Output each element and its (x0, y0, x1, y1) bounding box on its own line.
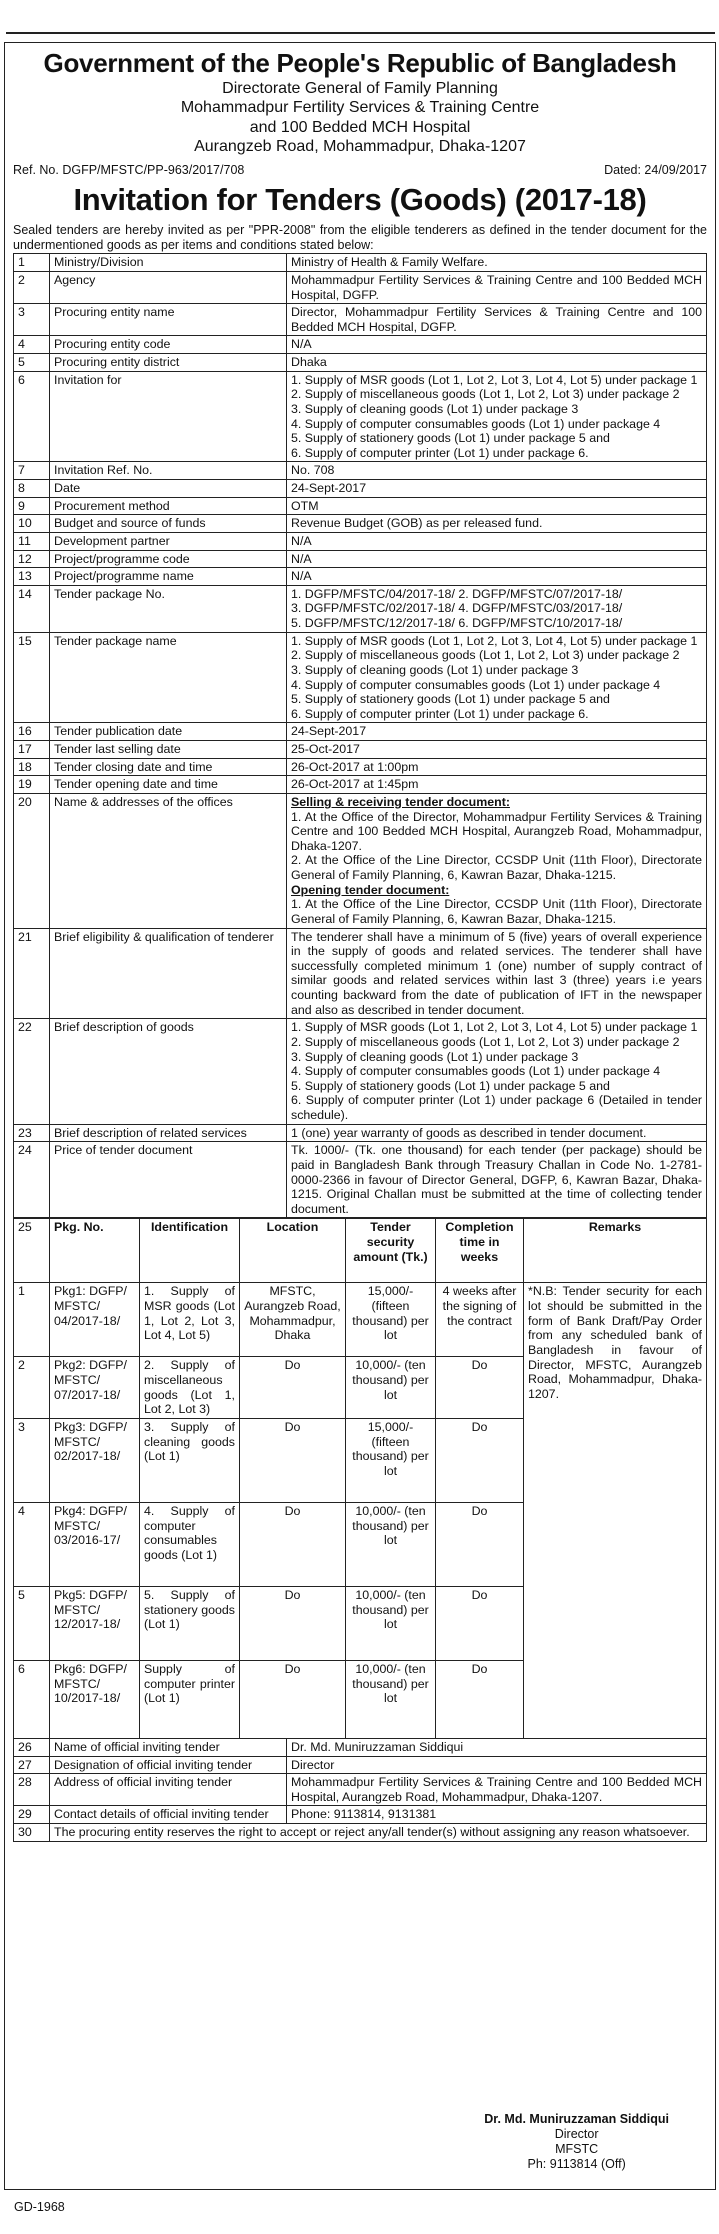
value-line: 2. Supply of miscellaneous goods (Lot 1, Lot 2, Lot 3) under package 2 (291, 387, 680, 402)
value-line: 26-Oct-2017 at 1:00pm (291, 759, 419, 774)
value-line: N/A (291, 551, 312, 566)
value-line: N/A (291, 337, 312, 352)
value-line: 1. Supply of MSR goods (Lot 1, Lot 2, Lot 3, Lot 4, Lot 5) under package 1 (291, 372, 698, 387)
row-number: 15 (14, 632, 50, 723)
remarks-note: *N.B: Tender security for each lot should be submitted in the form of Bank Draft/Pay Order from any scheduled bank of Bangladesh in favour of Director, MFSTC, Aurangzeb Road, Mohammadpur, Dhaka-1207. (524, 1283, 707, 1739)
row-number: 30 (14, 1824, 50, 1842)
row-value (287, 1738, 707, 1756)
package-security-amount: 10,000/- (ten thousand) per lot (346, 1357, 436, 1419)
table-row (14, 462, 707, 480)
package-row-number: 1 (14, 1283, 50, 1357)
package-identification: Supply of computer printer (Lot 1) (140, 1660, 240, 1738)
row-label: Ministry/Division (50, 254, 287, 272)
value-line: 6. Supply of computer printer (Lot 1) under package 6 (Detailed in tender schedule). (291, 1093, 702, 1123)
value-line: Ministry of Health & Family Welfare. (291, 255, 488, 270)
package-number: Pkg1: DGFP/ MFSTC/ 04/2017-18/ (50, 1283, 140, 1357)
package-row-number: 2 (14, 1357, 50, 1419)
value-line: 26-Oct-2017 at 1:45pm (291, 777, 419, 792)
row-label: Brief description of related services (50, 1124, 287, 1142)
table-row (14, 354, 707, 372)
package-location: Do (240, 1660, 346, 1738)
value-line: 5. DGFP/MFSTC/12/2017-18/ 6. DGFP/MFSTC/10/2017-18/ (291, 616, 623, 631)
value-line: Revenue Budget (GOB) as per released fund. (291, 516, 543, 531)
row-value (287, 515, 707, 533)
value-line: 1 (one) year warranty of goods as described in tender document. (291, 1125, 647, 1140)
value-line: 3. Supply of cleaning goods (Lot 1) under package 3 (291, 662, 579, 677)
row-value (287, 585, 707, 632)
header-completion-time: Completion time in weeks (436, 1219, 524, 1283)
value-line: Mohammadpur Fertility Services & Training Centre and 100 Bedded MCH Hospital, Aurangzeb Road, Mohammadpur, Dhaka-1207. (291, 1775, 702, 1804)
table-row (14, 1774, 707, 1806)
row-number: 28 (14, 1774, 50, 1806)
row-number: 16 (14, 723, 50, 741)
table-row (14, 371, 707, 462)
value-line: Director (291, 1757, 335, 1772)
row-number: 1 (14, 254, 50, 272)
package-number: Pkg5: DGFP/ MFSTC/ 12/2017-18/ (50, 1586, 140, 1660)
value-line: 5. Supply of stationery goods (Lot 1) under package 5 and (291, 692, 610, 707)
hospital-line: and 100 Bedded MCH Hospital (249, 118, 471, 136)
package-table-header (14, 1219, 707, 1283)
package-row-number: 6 (14, 1660, 50, 1738)
row-label: Date (50, 480, 287, 498)
value-line: 24-Sept-2017 (291, 724, 367, 739)
top-divider (6, 32, 715, 34)
signature-block (484, 2112, 669, 2172)
package-security-amount: 15,000/- (fifteen thousand) per lot (346, 1418, 436, 1502)
package-number: Pkg4: DGFP/ MFSTC/ 03/2016-17/ (50, 1502, 140, 1586)
value-line: Dhaka (291, 355, 327, 370)
table-row (14, 1019, 707, 1124)
reference-line (13, 163, 707, 178)
package-location: Do (240, 1586, 346, 1660)
value-line: 25-Oct-2017 (291, 742, 360, 757)
package-identification: 4. Supply of computer consumables goods (Lot 1) (140, 1502, 240, 1586)
value-line: 3. DGFP/MFSTC/02/2017-18/ 4. DGFP/MFSTC/03/2017-18/ (291, 601, 623, 616)
signatory-title: Director (554, 2127, 599, 2141)
row-value (287, 371, 707, 462)
row-value (287, 1142, 707, 1218)
row-value (287, 550, 707, 568)
package-completion-time: Do (436, 1418, 524, 1502)
value-line: 5. Supply of stationery goods (Lot 1) under package 5 and (291, 1078, 610, 1093)
row-number: 22 (14, 1019, 50, 1124)
row-number: 29 (14, 1806, 50, 1824)
value-line: 3. Supply of cleaning goods (Lot 1) under package 3 (291, 1049, 579, 1064)
row-value (287, 1756, 707, 1774)
intro-paragraph: Sealed tenders are hereby invited as per "PPR-2008" from the eligible tenderers as defined in the tender document for the undermentioned goods as per items and conditions stated below: (13, 223, 707, 252)
table-row (14, 793, 707, 928)
row-label: Price of tender document (50, 1142, 287, 1218)
tender-notice-frame (4, 42, 716, 2190)
row-number: 24 (14, 1142, 50, 1218)
package-number: Pkg6: DGFP/ MFSTC/ 10/2017-18/ (50, 1660, 140, 1738)
value-line: Dr. Md. Muniruzzaman Siddiqui (291, 1739, 464, 1754)
row-value (287, 793, 707, 928)
row-label: Designation of official inviting tender (50, 1756, 287, 1774)
row-label: Project/programme code (50, 550, 287, 568)
package-security-amount: 15,000/- (fifteen thousand) per lot (346, 1283, 436, 1357)
package-completion-time: 4 weeks after the signing of the contract (436, 1283, 524, 1357)
row-value (287, 758, 707, 776)
value-line: 1. Supply of MSR goods (Lot 1, Lot 2, Lot 3, Lot 4, Lot 5) under package 1 (291, 1020, 698, 1035)
row-number: 11 (14, 532, 50, 550)
signatory-name: Dr. Md. Muniruzzaman Siddiqui (484, 2112, 669, 2126)
row-number: 5 (14, 354, 50, 372)
row-label: Name & addresses of the offices (50, 793, 287, 928)
official-details-table (13, 1738, 707, 1842)
row-label: Brief eligibility & qualification of tenderer (50, 928, 287, 1019)
address-line: Aurangzeb Road, Mohammadpur, Dhaka-1207 (194, 138, 526, 156)
table-row (14, 741, 707, 759)
row-label: Tender publication date (50, 723, 287, 741)
selling-office-2: 2. At the Office of the Line Director, CCSDP Unit (11th Floor), Directorate General of Family Planning, 6, Kawran Bazar, Dhaka-1215. (291, 853, 702, 883)
table-row (14, 1756, 707, 1774)
row-value (287, 304, 707, 336)
row-label: Invitation Ref. No. (50, 462, 287, 480)
row-number: 17 (14, 741, 50, 759)
table-row (14, 497, 707, 515)
row-number: 8 (14, 480, 50, 498)
row-number: 10 (14, 515, 50, 533)
value-line: No. 708 (291, 463, 335, 478)
table-row (14, 928, 707, 1019)
row-label: Procurement method (50, 497, 287, 515)
header-identification: Identification (140, 1219, 240, 1283)
row-number: 12 (14, 550, 50, 568)
row-number: 27 (14, 1756, 50, 1774)
dated: Dated: 24/09/2017 (604, 162, 707, 177)
row-number: 21 (14, 928, 50, 1019)
row-number: 9 (14, 497, 50, 515)
package-identification: 2. Supply of miscellaneous goods (Lot 1, Lot 2, Lot 3) (140, 1357, 240, 1419)
table-row (14, 568, 707, 586)
table-row (14, 550, 707, 568)
value-line: 3. Supply of cleaning goods (Lot 1) under package 3 (291, 401, 579, 416)
table-row (14, 758, 707, 776)
value-line: N/A (291, 533, 312, 548)
package-row-number: 5 (14, 1586, 50, 1660)
row-value (287, 723, 707, 741)
row-label: Tender last selling date (50, 741, 287, 759)
value-line: 2. Supply of miscellaneous goods (Lot 1, Lot 2, Lot 3) under package 2 (291, 1034, 680, 1049)
row-value (287, 254, 707, 272)
tender-details-table (13, 253, 707, 1218)
row-value: The procuring entity reserves the right to accept or reject any/all tender(s) without assigning any reason whatsoever. (50, 1824, 707, 1842)
package-location: Do (240, 1502, 346, 1586)
table-row (14, 723, 707, 741)
row-value (287, 1774, 707, 1806)
row-value (287, 928, 707, 1019)
table-row (14, 480, 707, 498)
value-line: 24-Sept-2017 (291, 481, 367, 496)
centre-line: Mohammadpur Fertility Services & Training Centre (180, 99, 540, 117)
row-value (287, 354, 707, 372)
row-label: Procuring entity code (50, 336, 287, 354)
header-location: Location (240, 1219, 346, 1283)
value-line: N/A (291, 569, 312, 584)
row-number: 18 (14, 758, 50, 776)
package-security-amount: 10,000/- (ten thousand) per lot (346, 1586, 436, 1660)
row-value (287, 568, 707, 586)
row-label: Tender closing date and time (50, 758, 287, 776)
row-value (287, 632, 707, 723)
table-row (14, 532, 707, 550)
row-number: 13 (14, 568, 50, 586)
selling-heading: Selling & receiving tender document: (291, 794, 510, 809)
value-line: Phone: 9113814, 9131381 (291, 1807, 437, 1822)
row-number: 23 (14, 1124, 50, 1142)
header-remarks: Remarks (524, 1219, 707, 1283)
value-line: The tenderer shall have a minimum of 5 (five) years of overall experience in the supply of goods and related services. The tenderer shall have successfully completed minimum 1 (one) number of supply contract of similar goods and related services within last 3 (three) years i.e years counting backward from the date of publication of IFT in the newspaper and also as described in tender document. (291, 929, 702, 1017)
value-line: 4. Supply of computer consumables goods (Lot 1) under package 4 (291, 677, 661, 692)
row-value (287, 741, 707, 759)
row-label: Project/programme name (50, 568, 287, 586)
header-tender-security: Tender security amount (Tk.) (346, 1219, 436, 1283)
package-completion-time: Do (436, 1586, 524, 1660)
row-number: 14 (14, 585, 50, 632)
package-security-amount: 10,000/- (ten thousand) per lot (346, 1502, 436, 1586)
table-row (14, 1124, 707, 1142)
row-number: 20 (14, 793, 50, 928)
table-row (14, 585, 707, 632)
value-line: 2. Supply of miscellaneous goods (Lot 1, Lot 2, Lot 3) under package 2 (291, 648, 680, 663)
row-label: Tender opening date and time (50, 776, 287, 794)
package-row (14, 1283, 707, 1357)
signatory-org: MFSTC (555, 2142, 599, 2156)
value-line: 6. Supply of computer printer (Lot 1) under package 6. (291, 706, 589, 721)
table-row (14, 515, 707, 533)
package-identification: 1. Supply of MSR goods (Lot 1, Lot 2, Lot 3, Lot 4, Lot 5) (140, 1283, 240, 1357)
selling-office-1: 1. At the Office of the Director, Mohammadpur Fertility Services & Training Centre and 100 Bedded MCH Hospital, Aurangzeb Road, Mohammadpur, Dhaka-1207. (291, 809, 702, 853)
value-line: 6. Supply of computer printer (Lot 1) under package 6. (291, 445, 589, 460)
table-row (14, 304, 707, 336)
row-value (287, 1124, 707, 1142)
value-line: OTM (291, 498, 319, 513)
tender-title: Invitation for Tenders (Goods) (2017-18) (73, 181, 647, 217)
package-location: Do (240, 1418, 346, 1502)
package-table (13, 1218, 707, 1739)
row-number: 19 (14, 776, 50, 794)
row-label: Development partner (50, 532, 287, 550)
package-identification: 3. Supply of cleaning goods (Lot 1) (140, 1418, 240, 1502)
table-row (14, 271, 707, 303)
row-value (287, 497, 707, 515)
package-security-amount: 10,000/- (ten thousand) per lot (346, 1660, 436, 1738)
value-line: 4. Supply of computer consumables goods (Lot 1) under package 4 (291, 1064, 661, 1079)
table-row (14, 1806, 707, 1824)
table-row (14, 1738, 707, 1756)
row-number: 26 (14, 1738, 50, 1756)
row-value (287, 462, 707, 480)
package-row-number: 4 (14, 1502, 50, 1586)
row-label: Budget and source of funds (50, 515, 287, 533)
package-completion-time: Do (436, 1502, 524, 1586)
row-number: 25 (14, 1219, 50, 1283)
table-row (14, 1824, 707, 1842)
row-label: Brief description of goods (50, 1019, 287, 1124)
header-pkg-no: Pkg. No. (50, 1219, 140, 1283)
package-completion-time: Do (436, 1660, 524, 1738)
row-label: Address of official inviting tender (50, 1774, 287, 1806)
row-value (287, 532, 707, 550)
row-label: Name of official inviting tender (50, 1738, 287, 1756)
table-row (14, 632, 707, 723)
row-value (287, 480, 707, 498)
row-label: Invitation for (50, 371, 287, 462)
row-value (287, 776, 707, 794)
row-label: Procuring entity name (50, 304, 287, 336)
value-line: Mohammadpur Fertility Services & Training Centre and 100 Bedded MCH Hospital, DGFP. (291, 272, 702, 302)
row-label: Contact details of official inviting tender (50, 1806, 287, 1824)
government-title: Government of the People's Republic of Bangladesh (43, 48, 677, 78)
table-row (14, 336, 707, 354)
package-location: MFSTC, Aurangzeb Road, Mohammadpur, Dhaka (240, 1283, 346, 1357)
directorate-line: Directorate General of Family Planning (222, 79, 498, 97)
value-line: 4. Supply of computer consumables goods (Lot 1) under package 4 (291, 416, 661, 431)
row-number: 6 (14, 371, 50, 462)
row-value (287, 1019, 707, 1124)
opening-office-1: 1. At the Office of the Line Director, CCSDP Unit (11th Floor), Directorate General of Family Planning, 6, Kawran Bazar, Dhaka-1215. (291, 897, 702, 926)
row-number: 3 (14, 304, 50, 336)
value-line: Director, Mohammadpur Fertility Services & Training Centre and 100 Bedded MCH Hospital, DGFP. (291, 305, 702, 334)
value-line: 1. Supply of MSR goods (Lot 1, Lot 2, Lot 3, Lot 4, Lot 5) under package 1 (291, 633, 698, 648)
table-row (14, 1142, 707, 1218)
opening-heading: Opening tender document: (291, 882, 450, 897)
table-row (14, 776, 707, 794)
package-identification: 5. Supply of stationery goods (Lot 1) (140, 1586, 240, 1660)
row-number: 7 (14, 462, 50, 480)
row-label: Tender package No. (50, 585, 287, 632)
table-row (14, 254, 707, 272)
package-completion-time: Do (436, 1357, 524, 1419)
package-location: Do (240, 1357, 346, 1419)
package-number: Pkg2: DGFP/ MFSTC/ 07/2017-18/ (50, 1357, 140, 1419)
row-value (287, 336, 707, 354)
signatory-phone: Ph: 9113814 (Off) (527, 2157, 626, 2171)
reference-number: Ref. No. DGFP/MFSTC/PP-963/2017/708 (13, 162, 245, 177)
package-row-number: 3 (14, 1418, 50, 1502)
package-number: Pkg3: DGFP/ MFSTC/ 02/2017-18/ (50, 1418, 140, 1502)
row-label: Tender package name (50, 632, 287, 723)
row-label: Procuring entity district (50, 354, 287, 372)
row-value (287, 1806, 707, 1824)
value-line: 5. Supply of stationery goods (Lot 1) under package 5 and (291, 431, 610, 446)
value-line: 1. DGFP/MFSTC/04/2017-18/ 2. DGFP/MFSTC/07/2017-18/ (291, 586, 623, 601)
row-value (287, 271, 707, 303)
row-label: Agency (50, 271, 287, 303)
gd-code: GD-1968 (14, 2200, 65, 2214)
row-number: 4 (14, 336, 50, 354)
value-line: Tk. 1000/- (Tk. one thousand) for each tender (per package) should be paid in Bangladesh Bank through Treasury Challan in Code No. 1-2781-0000-2366 in favour of Director General, DGFP, 6, Kawran Bazar, Dhaka-1215. Original Challan must be submitted at the time of collecting tender document. (291, 1143, 702, 1216)
row-number: 2 (14, 271, 50, 303)
